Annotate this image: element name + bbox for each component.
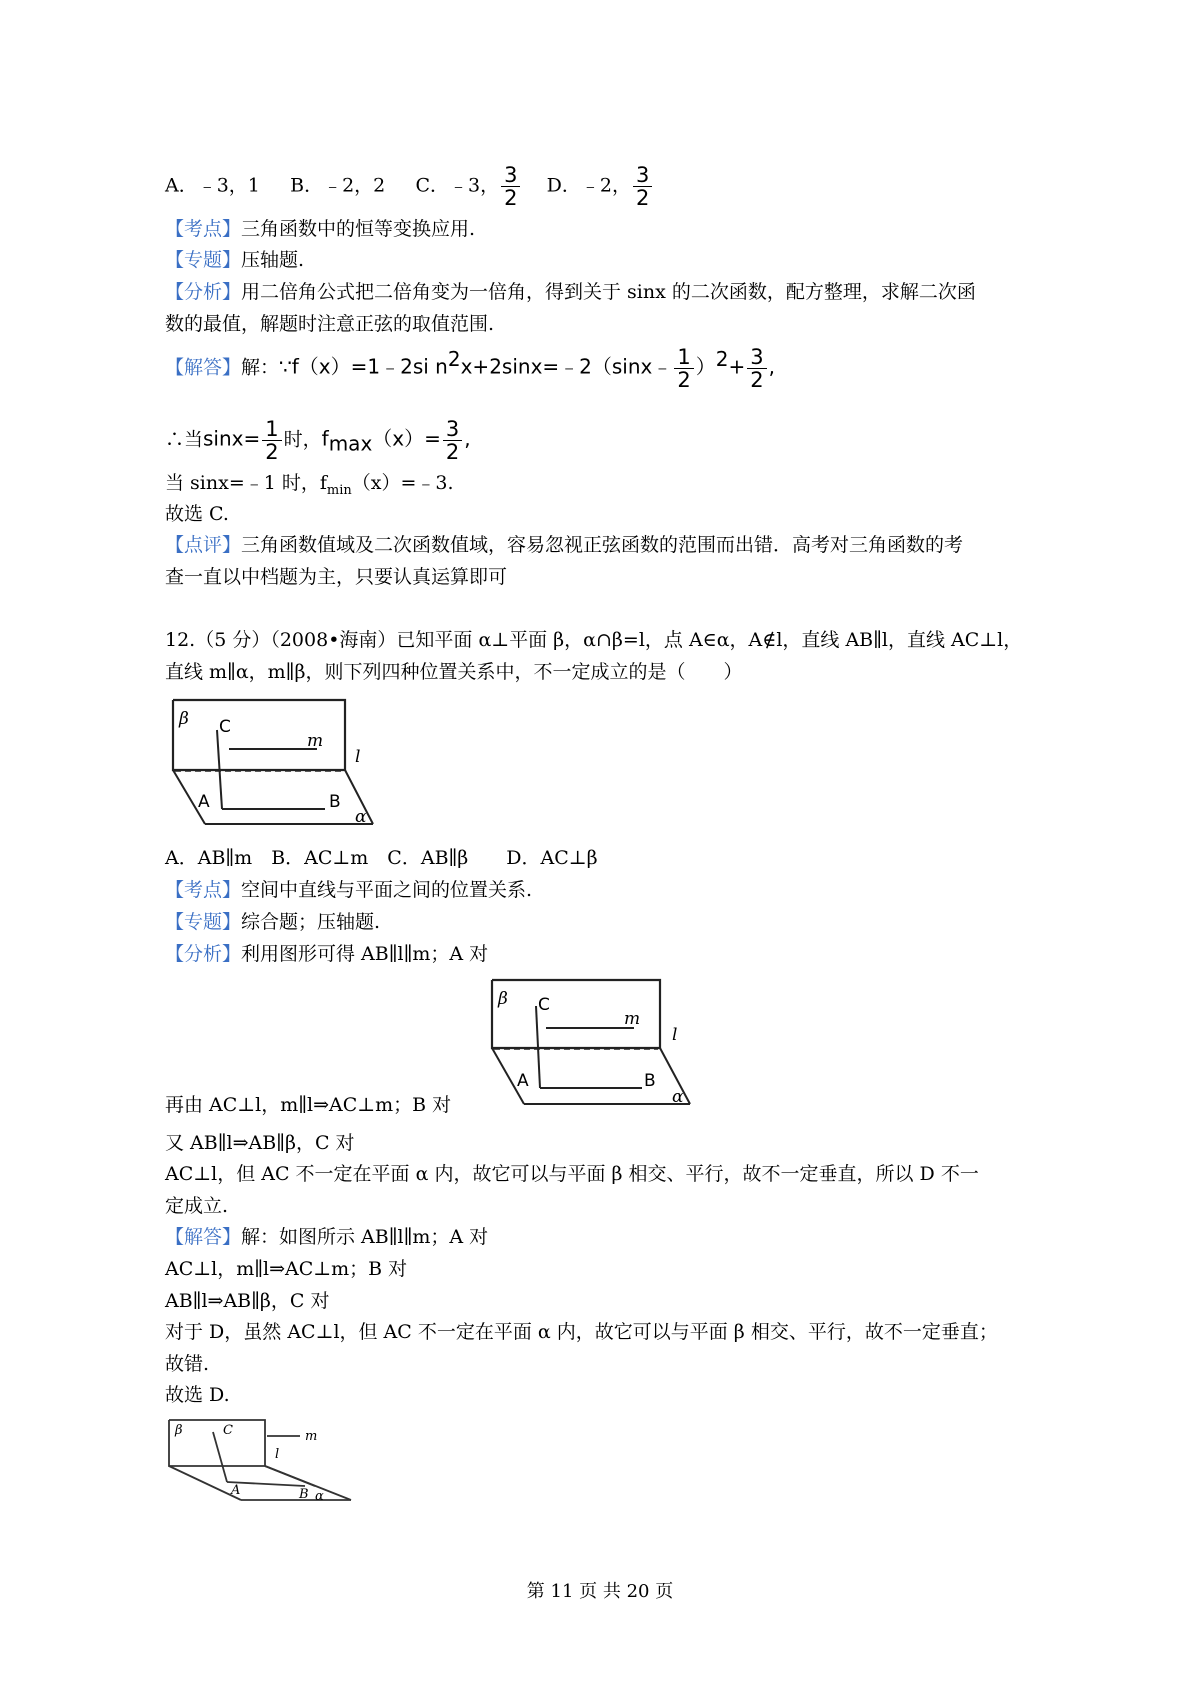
- label-c: C: [538, 995, 550, 1015]
- q12-fenxi-4: [165, 1162, 979, 1186]
- tag-zhuanti: 【专题】: [165, 911, 242, 933]
- options-text: A．AB∥m B．AC⊥m C．AB∥β D．AC⊥β: [165, 847, 598, 869]
- tag-fenxi: 【分析】: [165, 281, 242, 303]
- fraction-1-2: $\frac{1}{2}$: [674, 346, 693, 391]
- page-footer: 第 11 页 共 20 页: [526, 1581, 674, 1602]
- label-beta: β: [498, 989, 508, 1009]
- q11-fenxi-2: [165, 312, 494, 336]
- q12-fenxi-3: [165, 1131, 355, 1155]
- label-b: B: [644, 1071, 656, 1091]
- fraction-3-2: $\frac{3}{2}$: [633, 164, 652, 209]
- label-l: l: [355, 747, 361, 767]
- jieda-prefix: 解：: [241, 356, 280, 379]
- label-c: C: [219, 717, 231, 737]
- formula-part: +: [728, 354, 746, 379]
- formula-part: ,: [768, 354, 775, 379]
- tag-kaodian: 【考点】: [165, 879, 242, 901]
- label-a: A: [198, 792, 210, 812]
- dianping-text: 三角函数值域及二次函数值域，容易忽视正弦函数的范围而出错．高考对三角函数的考: [241, 534, 964, 556]
- label-beta: β: [179, 709, 189, 729]
- label-a: A: [517, 1071, 529, 1091]
- tag-zhuanti: 【专题】: [165, 249, 242, 271]
- kaodian-text: 空间中直线与平面之间的位置关系.: [241, 879, 533, 901]
- label-b: B: [329, 792, 341, 812]
- fmin-text: 当 sinx=﹣1 时，f: [165, 472, 327, 494]
- formula-part: sinx=: [203, 426, 261, 451]
- q12-stem-2: [165, 660, 742, 684]
- fenxi-text: 数的最值，解题时注意正弦的取值范围.: [165, 313, 495, 335]
- jieda-text: AC⊥l，m∥l⇒AC⊥m；B 对: [165, 1258, 408, 1280]
- answer-text: 故选 D.: [165, 1384, 230, 1406]
- q12-jieda: [165, 1225, 488, 1249]
- fenxi-text: AC⊥l，但 AC 不一定在平面 α 内，故它可以与平面 β 相交、平行，故不一定垂直，所以 D 不一: [165, 1163, 979, 1185]
- q12-jieda-3: [165, 1289, 329, 1313]
- label-b: B: [299, 1487, 309, 1502]
- fenxi-text: 利用图形可得 AB∥l∥m；A 对: [241, 943, 489, 965]
- q11-options: [165, 164, 654, 209]
- shi-text: 时，: [283, 428, 322, 451]
- stem-text: 12.（5 分）（2008•海南）已知平面 α⊥平面 β，α∩β=l，点 A∈α，A∉l，直线 AB∥l，直线 AC⊥l，: [165, 629, 1023, 651]
- label-m: m: [624, 1009, 641, 1029]
- dang-text: ∴当: [165, 428, 204, 451]
- label-m: m: [307, 731, 324, 751]
- formula-part: ∵f（x）=1﹣2si n: [279, 354, 448, 379]
- label-beta: β: [175, 1423, 183, 1438]
- label-alpha: α: [355, 807, 367, 827]
- formula-part: f: [321, 426, 329, 451]
- q12-fenxi-5: [165, 1194, 228, 1218]
- fraction-3-2: $\frac{3}{2}$: [501, 164, 520, 209]
- option-d: D．﹣2，: [546, 174, 631, 197]
- fmin-text: （x）=﹣3.: [351, 472, 454, 494]
- zhuanti-text: 压轴题.: [241, 249, 305, 271]
- jieda-text: 解：如图所示 AB∥l∥m；A 对: [241, 1226, 489, 1248]
- formula-part: x+2sinx=﹣2（sinx﹣: [460, 354, 673, 379]
- q11-zhuanti: [165, 248, 304, 272]
- fenxi-text: 用二倍角公式把二倍角变为一倍角，得到关于 sinx 的二次函数，配方整理，求解二次函: [241, 281, 976, 303]
- label-a: A: [231, 1483, 241, 1498]
- q11-dianping: [165, 533, 963, 557]
- q11-min: [165, 471, 454, 503]
- exponent: 2: [715, 347, 729, 372]
- tag-kaodian: 【考点】: [165, 218, 242, 240]
- q12-jieda-5: [165, 1352, 209, 1376]
- option-b: B．﹣2，2: [290, 174, 386, 197]
- formula-part: （x）=: [372, 426, 441, 451]
- fraction-3-2: $\frac{3}{2}$: [443, 418, 462, 463]
- jieda-text: AB∥l⇒AB∥β，C 对: [165, 1290, 330, 1312]
- exponent: 2: [447, 347, 461, 372]
- fraction-1-2: $\frac{1}{2}$: [262, 418, 281, 463]
- jieda-text: 对于 D，虽然 AC⊥l，但 AC 不一定在平面 α 内，故它可以与平面 β 相交、平行，故不一定垂直；: [165, 1321, 998, 1343]
- q11-kaodian: [165, 217, 475, 241]
- q11-max: [165, 418, 471, 463]
- label-alpha: α: [315, 1489, 324, 1504]
- q12-jieda-2: [165, 1257, 407, 1281]
- q12-kaodian: [165, 878, 532, 902]
- label-l: l: [672, 1025, 678, 1045]
- q11-dianping-2: [165, 565, 507, 589]
- tag-jieda: 【解答】: [165, 1226, 242, 1248]
- subscript: max: [328, 431, 373, 456]
- tag-fenxi: 【分析】: [165, 943, 242, 965]
- q11-jieda: [165, 346, 775, 391]
- q11-guxuan: [165, 502, 229, 526]
- option-c: C．﹣3，: [415, 174, 500, 197]
- tag-dianping: 【点评】: [165, 534, 242, 556]
- q11-fenxi: [165, 280, 976, 304]
- fraction-3-2: $\frac{3}{2}$: [747, 346, 766, 391]
- label-alpha: α: [672, 1087, 684, 1107]
- figure-planes-1: [165, 694, 375, 834]
- subscript: min: [326, 482, 352, 498]
- option-a: A．﹣3，1: [165, 174, 260, 197]
- figure-planes-2: [484, 976, 694, 1114]
- stem-text: 直线 m∥α，m∥β，则下列四种位置关系中，不一定成立的是（ ）: [165, 661, 743, 683]
- fenxi-text: 再由 AC⊥l，m∥l⇒AC⊥m；B 对: [165, 1094, 452, 1116]
- formula-part: ,: [464, 426, 471, 451]
- q12-jieda-4: [165, 1320, 998, 1344]
- zhuanti-text: 综合题；压轴题.: [241, 911, 381, 933]
- q12-stem: [165, 628, 1022, 652]
- fenxi-text: 又 AB∥l⇒AB∥β，C 对: [165, 1132, 355, 1154]
- fenxi-text: 定成立.: [165, 1195, 229, 1217]
- label-l: l: [275, 1447, 280, 1462]
- q12-options: [165, 846, 598, 870]
- tag-jieda: 【解答】: [165, 356, 242, 379]
- figure-planes-3: [165, 1416, 355, 1506]
- q12-fenxi: [165, 942, 488, 966]
- q12-fenxi-2: [165, 1093, 451, 1117]
- answer-text: 故选 C.: [165, 503, 229, 525]
- label-m: m: [305, 1429, 318, 1444]
- kaodian-text: 三角函数中的恒等变换应用.: [241, 218, 476, 240]
- q12-guxuan: [165, 1383, 230, 1407]
- q12-zhuanti: [165, 910, 380, 934]
- dianping-text: 查一直以中档题为主，只要认真运算即可: [165, 566, 508, 588]
- formula-part: ）: [695, 354, 716, 379]
- label-c: C: [223, 1423, 233, 1438]
- jieda-text: 故错.: [165, 1353, 210, 1375]
